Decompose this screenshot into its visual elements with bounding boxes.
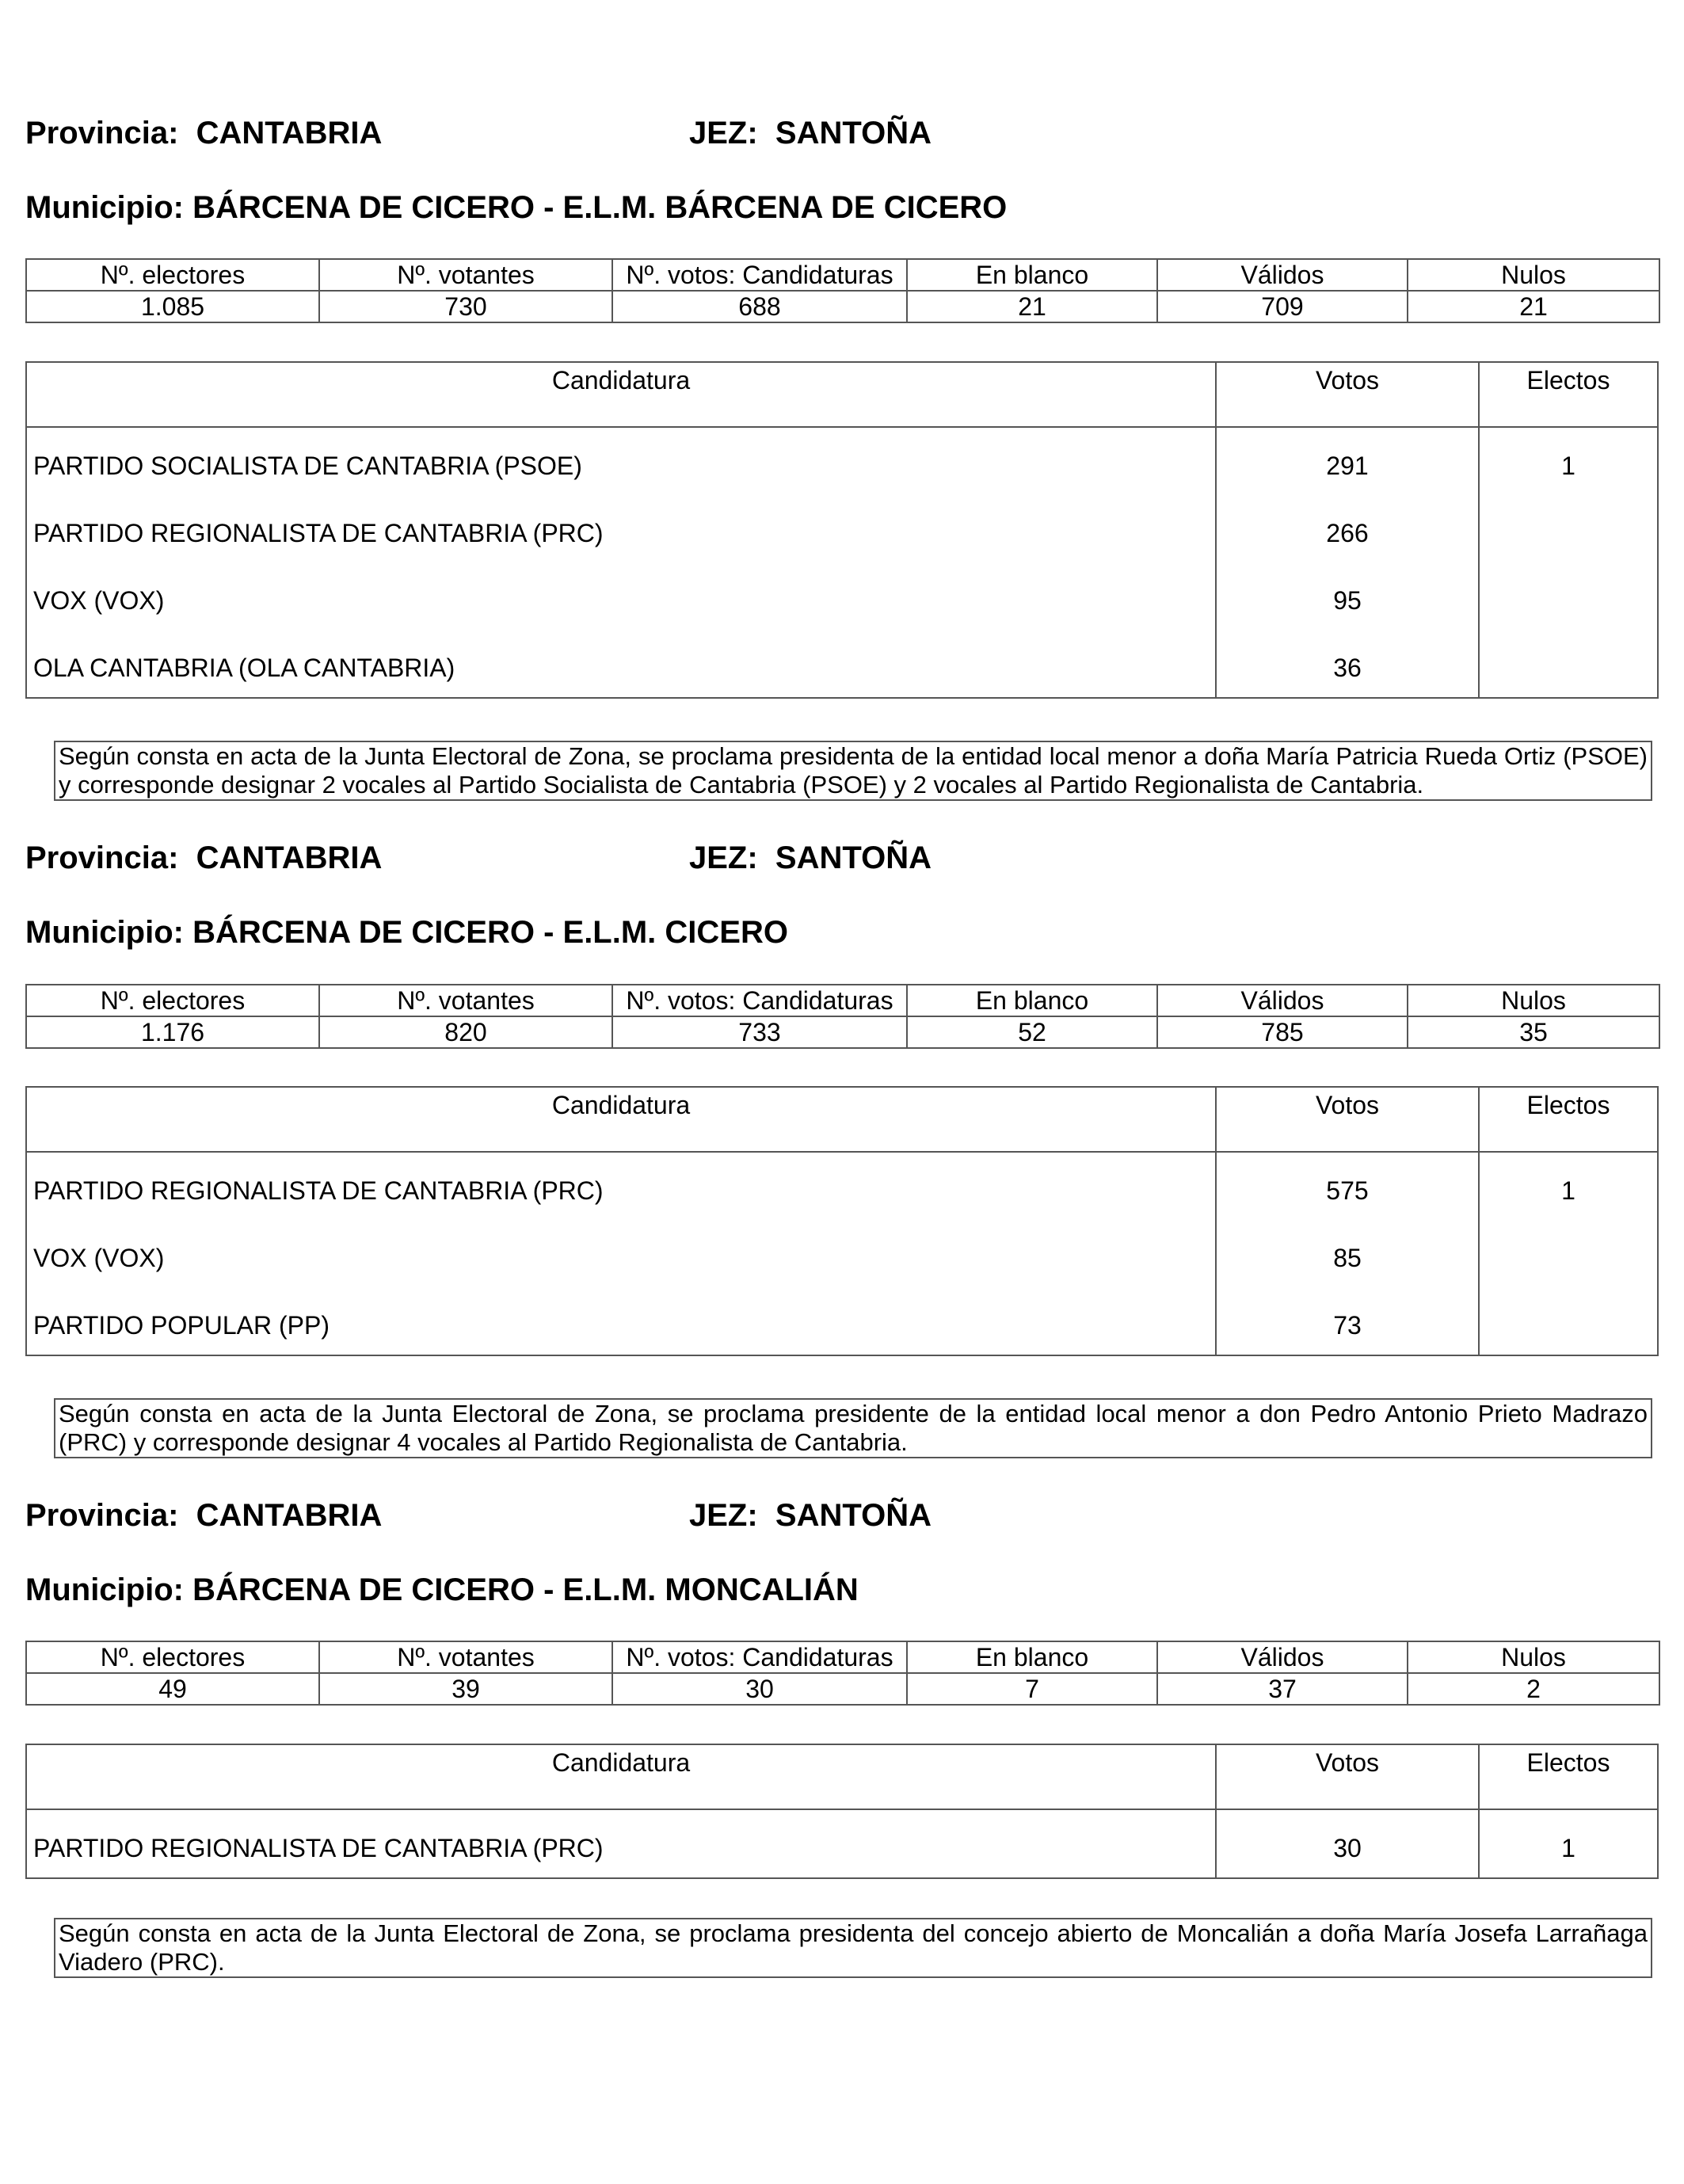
stats-header-cell: Nº. votantes xyxy=(319,259,612,291)
stats-value-cell: 7 xyxy=(907,1673,1157,1705)
stats-header-cell: Nº. votantes xyxy=(319,1641,612,1673)
candidatura-electos: 1 xyxy=(1561,1834,1575,1862)
stats-value-cell: 2 xyxy=(1408,1673,1659,1705)
provincia-label: Provincia: xyxy=(25,840,179,875)
stats-header-cell: Válidos xyxy=(1157,259,1408,291)
electos-header: Electos xyxy=(1526,1748,1610,1777)
candidatura-row xyxy=(27,1220,1657,1287)
municipio-value: BÁRCENA DE CICERO - E.L.M. CICERO xyxy=(192,915,788,950)
candidatura-name: OLA CANTABRIA (OLA CANTABRIA) xyxy=(33,654,455,682)
jez-heading xyxy=(689,116,932,151)
jez-label: JEZ: xyxy=(689,840,758,875)
stats-header-cell: Nº. votos: Candidaturas xyxy=(612,985,907,1016)
stats-value-row xyxy=(26,291,1659,322)
provincia-heading xyxy=(25,116,382,151)
proclamation-note: Según consta en acta de la Junta Electoral de Zona, se proclama presidenta del concejo abierto de Moncalián a doña María Josefa Larrañaga Viadero (PRC). xyxy=(54,1918,1652,1978)
candidatura-row xyxy=(27,630,1657,697)
stats-header-cell: En blanco xyxy=(907,259,1157,291)
stats-value-cell: 21 xyxy=(1408,291,1659,322)
candidaturas-header xyxy=(27,363,1657,428)
stats-value-cell: 35 xyxy=(1408,1016,1659,1048)
provincia-value: CANTABRIA xyxy=(196,840,383,875)
municipio-label: Municipio: xyxy=(25,1572,184,1607)
stats-header-row xyxy=(26,985,1659,1016)
stats-header-cell: Nº. votos: Candidaturas xyxy=(612,259,907,291)
candidatura-votos: 95 xyxy=(1333,586,1362,615)
stats-header-cell: Válidos xyxy=(1157,985,1408,1016)
votos-header: Votos xyxy=(1315,1748,1380,1777)
stats-value-cell: 820 xyxy=(319,1016,612,1048)
electos-header: Electos xyxy=(1526,1091,1610,1119)
candidaturas-body xyxy=(27,1153,1657,1355)
electos-header: Electos xyxy=(1526,366,1610,394)
candidatura-header: Candidatura xyxy=(551,366,691,394)
provincia-heading xyxy=(25,1498,382,1534)
candidatura-name: VOX (VOX) xyxy=(33,1244,165,1272)
stats-value-cell: 21 xyxy=(907,291,1157,322)
candidaturas-table xyxy=(25,361,1659,699)
candidaturas-header xyxy=(27,1088,1657,1153)
stats-value-row xyxy=(26,1673,1659,1705)
stats-value-cell: 1.176 xyxy=(26,1016,319,1048)
candidatura-name: VOX (VOX) xyxy=(33,586,165,615)
municipio-label: Municipio: xyxy=(25,190,184,225)
candidatura-votos: 36 xyxy=(1333,654,1362,682)
candidatura-electos: 1 xyxy=(1561,1176,1575,1205)
stats-value-cell: 785 xyxy=(1157,1016,1408,1048)
stats-value-cell: 37 xyxy=(1157,1673,1408,1705)
stats-header-cell: En blanco xyxy=(907,1641,1157,1673)
stats-header-row xyxy=(26,1641,1659,1673)
stats-value-cell: 52 xyxy=(907,1016,1157,1048)
municipio-value: BÁRCENA DE CICERO - E.L.M. MONCALIÁN xyxy=(192,1572,859,1607)
candidatura-votos: 575 xyxy=(1326,1176,1369,1205)
candidatura-name: PARTIDO REGIONALISTA DE CANTABRIA (PRC) xyxy=(33,1834,604,1862)
municipio-label: Municipio: xyxy=(25,915,184,950)
stats-value-row xyxy=(26,1016,1659,1048)
stats-header-cell: Nº. votos: Candidaturas xyxy=(612,1641,907,1673)
stats-value-cell: 39 xyxy=(319,1673,612,1705)
candidaturas-header xyxy=(27,1745,1657,1810)
stats-header-cell: Nº. votantes xyxy=(319,985,612,1016)
candidatura-votos: 73 xyxy=(1333,1311,1362,1340)
candidatura-name: PARTIDO REGIONALISTA DE CANTABRIA (PRC) xyxy=(33,1176,604,1205)
provincia-value: CANTABRIA xyxy=(196,1498,383,1533)
stats-header-cell: Nº. electores xyxy=(26,985,319,1016)
candidaturas-body xyxy=(27,1810,1657,1877)
candidatura-row xyxy=(27,1287,1657,1355)
jez-value: SANTOÑA xyxy=(775,840,932,875)
jez-heading xyxy=(689,1498,932,1534)
candidatura-name: PARTIDO POPULAR (PP) xyxy=(33,1311,330,1340)
candidatura-electos: 1 xyxy=(1561,452,1575,480)
stats-header-cell: Nº. electores xyxy=(26,1641,319,1673)
stats-value-cell: 1.085 xyxy=(26,291,319,322)
candidaturas-body xyxy=(27,428,1657,697)
provincia-label: Provincia: xyxy=(25,116,179,151)
candidatura-row xyxy=(27,562,1657,630)
candidaturas-table xyxy=(25,1744,1659,1879)
municipio-heading xyxy=(25,915,788,951)
candidatura-votos: 291 xyxy=(1326,452,1369,480)
jez-value: SANTOÑA xyxy=(775,116,932,151)
votos-header: Votos xyxy=(1315,366,1380,394)
stats-value-cell: 49 xyxy=(26,1673,319,1705)
candidatura-name: PARTIDO REGIONALISTA DE CANTABRIA (PRC) xyxy=(33,519,604,547)
stats-value-cell: 730 xyxy=(319,291,612,322)
stats-header-cell: En blanco xyxy=(907,985,1157,1016)
municipio-heading xyxy=(25,190,1007,226)
candidatura-votos: 30 xyxy=(1333,1834,1362,1862)
stats-header-row xyxy=(26,259,1659,291)
stats-value-cell: 30 xyxy=(612,1673,907,1705)
proclamation-note: Según consta en acta de la Junta Electoral de Zona, se proclama presidente de la entidad local menor a don Pedro Antonio Prieto Madrazo (PRC) y corresponde designar 4 vocales al Partido Regionalista de Cantabria. xyxy=(54,1398,1652,1458)
stats-header-cell: Válidos xyxy=(1157,1641,1408,1673)
candidatura-row xyxy=(27,495,1657,562)
candidatura-row xyxy=(27,1810,1657,1877)
stats-header-cell: Nulos xyxy=(1408,985,1659,1016)
provincia-label: Provincia: xyxy=(25,1498,179,1533)
jez-heading xyxy=(689,840,932,876)
provincia-value: CANTABRIA xyxy=(196,116,383,151)
candidatura-header: Candidatura xyxy=(551,1091,691,1119)
stats-value-cell: 733 xyxy=(612,1016,907,1048)
candidaturas-table xyxy=(25,1086,1659,1356)
votos-header: Votos xyxy=(1315,1091,1380,1119)
jez-label: JEZ: xyxy=(689,116,758,151)
candidatura-votos: 85 xyxy=(1333,1244,1362,1272)
candidatura-name: PARTIDO SOCIALISTA DE CANTABRIA (PSOE) xyxy=(33,452,582,480)
jez-value: SANTOÑA xyxy=(775,1498,932,1533)
stats-table xyxy=(25,1641,1660,1706)
candidatura-votos: 266 xyxy=(1326,519,1369,547)
stats-table xyxy=(25,258,1660,323)
provincia-heading xyxy=(25,840,382,876)
stats-header-cell: Nulos xyxy=(1408,259,1659,291)
jez-label: JEZ: xyxy=(689,1498,758,1533)
candidatura-header: Candidatura xyxy=(551,1748,691,1777)
stats-table xyxy=(25,984,1660,1049)
municipio-heading xyxy=(25,1572,859,1608)
stats-header-cell: Nº. electores xyxy=(26,259,319,291)
proclamation-note: Según consta en acta de la Junta Electoral de Zona, se proclama presidenta de la entidad local menor a doña María Patricia Rueda Ortiz (PSOE) y corresponde designar 2 vocales al Partido Socialista de Cantabria (PSOE) y 2 vocales al Partido Regionalista de Cantabria. xyxy=(54,741,1652,801)
municipio-value: BÁRCENA DE CICERO - E.L.M. BÁRCENA DE CICERO xyxy=(192,190,1008,225)
candidatura-row xyxy=(27,428,1657,495)
candidatura-row xyxy=(27,1153,1657,1220)
stats-header-cell: Nulos xyxy=(1408,1641,1659,1673)
stats-value-cell: 688 xyxy=(612,291,907,322)
stats-value-cell: 709 xyxy=(1157,291,1408,322)
